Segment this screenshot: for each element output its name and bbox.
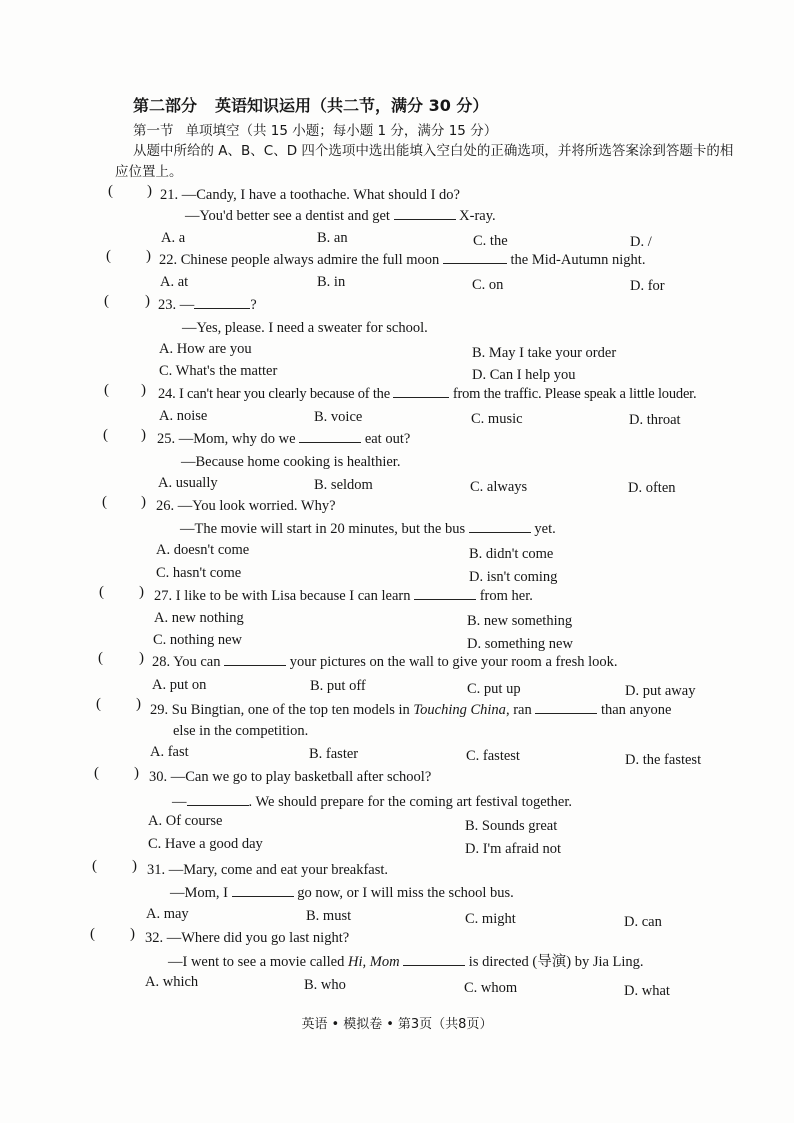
answer-paren-close: )	[139, 584, 144, 600]
question-text: I can't hear you clearly because of the	[178, 386, 390, 402]
option-b[interactable]: B. in	[317, 274, 346, 290]
question-text: —Yes, please. I need a sweater for school.	[182, 320, 428, 336]
option-d[interactable]: D. isn't coming	[469, 569, 558, 585]
question-number: 29.	[150, 702, 169, 718]
question-text: eat out?	[364, 431, 411, 447]
dash: —	[172, 794, 187, 810]
option-a[interactable]: A. at	[160, 274, 189, 290]
option-b[interactable]: B. new something	[467, 613, 573, 629]
option-b[interactable]: B. must	[306, 908, 352, 924]
option-c[interactable]: C. always	[470, 479, 528, 495]
answer-blank	[224, 653, 286, 666]
option-d[interactable]: D. the fastest	[625, 752, 702, 768]
answer-paren-open[interactable]: (	[92, 858, 97, 874]
question-text: is directed (导演) by Jia Ling.	[468, 954, 644, 970]
question-text: —Mary, come and eat your breakfast.	[168, 862, 389, 878]
movie-title: Hi, Mom	[347, 954, 400, 970]
answer-blank	[299, 430, 361, 443]
question-number: 31.	[147, 862, 166, 878]
option-b[interactable]: B. Sounds great	[465, 818, 558, 834]
question-text: —Where did you go last night?	[166, 930, 350, 946]
option-b[interactable]: B. put off	[310, 678, 366, 694]
answer-blank	[414, 587, 476, 600]
question-text: You can	[173, 654, 221, 670]
footer-page: 第3页（共8页）	[397, 1017, 493, 1032]
answer-paren-close: )	[141, 382, 146, 398]
option-d[interactable]: D. put away	[625, 683, 696, 699]
answer-blank	[469, 520, 531, 533]
question-text: from the traffic. Please speak a little louder.	[452, 386, 697, 402]
question-mark: ?	[250, 297, 257, 313]
answer-paren-close: )	[147, 183, 152, 199]
answer-paren-open[interactable]: (	[108, 183, 113, 199]
question-text: the Mid-Autumn night.	[510, 252, 646, 268]
question-text: . We should prepare for the coming art festival together.	[248, 794, 573, 810]
option-d[interactable]: D. /	[630, 234, 652, 250]
option-c[interactable]: C. music	[471, 411, 523, 427]
question-text: your pictures on the wall to give your room a fresh look.	[289, 654, 618, 670]
question-text: —Because home cooking is healthier.	[181, 454, 401, 470]
answer-blank	[393, 385, 449, 398]
question-number: 25.	[157, 431, 176, 447]
answer-paren-close: )	[146, 248, 151, 264]
option-a[interactable]: A. usually	[158, 475, 218, 491]
section-heading	[133, 119, 497, 139]
part-heading	[133, 93, 488, 116]
option-b[interactable]: B. didn't come	[469, 546, 554, 562]
answer-paren-open[interactable]: (	[99, 584, 104, 600]
book-title: Touching China	[413, 702, 506, 718]
option-a[interactable]: A. new nothing	[154, 610, 244, 626]
footer-subject: 英语	[301, 1017, 328, 1032]
option-a[interactable]: A. fast	[150, 744, 189, 760]
answer-paren-close: )	[145, 293, 150, 309]
option-a[interactable]: A. doesn't come	[156, 542, 250, 558]
question-number: 21.	[160, 187, 179, 203]
option-d[interactable]: D. Can I help you	[472, 367, 576, 383]
answer-paren-close: )	[141, 427, 146, 443]
question-text: —I went to see a movie called	[168, 954, 345, 970]
answer-paren-close: )	[134, 765, 139, 781]
answer-paren-close: )	[139, 650, 144, 666]
option-d[interactable]: D. I'm afraid not	[465, 841, 562, 857]
option-b[interactable]: B. faster	[309, 746, 359, 762]
option-b[interactable]: B. who	[304, 977, 346, 993]
question-text: —You look worried. Why?	[177, 498, 336, 514]
option-c[interactable]: C. the	[473, 233, 508, 249]
option-b[interactable]: B. an	[317, 230, 348, 246]
part-label: 第二部分	[133, 96, 198, 115]
question-number: 32.	[145, 930, 164, 946]
question-number: 30.	[149, 769, 168, 785]
option-d[interactable]: D. for	[630, 278, 665, 294]
answer-blank	[232, 884, 294, 897]
answer-blank	[194, 296, 250, 309]
option-c[interactable]: C. nothing new	[153, 632, 243, 648]
question-text: yet.	[534, 521, 556, 537]
option-c[interactable]: C. hasn't come	[156, 565, 242, 581]
answer-paren-close: )	[136, 696, 141, 712]
question-text: Chinese people always admire the full moon	[180, 252, 440, 268]
option-c[interactable]: C. What's the matter	[159, 363, 278, 379]
option-a[interactable]: A. may	[146, 906, 189, 922]
question-text: I like to be with Lisa because I can learn	[175, 588, 411, 604]
answer-paren-open[interactable]: (	[104, 382, 109, 398]
answer-paren-open[interactable]: (	[90, 926, 95, 942]
option-d[interactable]: D. can	[624, 914, 662, 930]
answer-blank	[403, 953, 465, 966]
page-footer	[0, 1013, 794, 1032]
answer-paren-close: )	[141, 494, 146, 510]
answer-paren-open[interactable]: (	[103, 427, 108, 443]
section-label: 第一节	[133, 123, 174, 139]
footer-dot: •	[386, 1017, 394, 1032]
answer-blank	[443, 251, 507, 264]
answer-blank	[394, 207, 456, 220]
answer-paren-open[interactable]: (	[94, 765, 99, 781]
question-text: than anyone	[600, 702, 672, 718]
option-c[interactable]: C. put up	[467, 681, 521, 697]
question-text: —Can we go to play basketball after school?	[170, 769, 432, 785]
answer-blank	[187, 793, 249, 806]
question-text: go now, or I will miss the school bus.	[297, 885, 514, 901]
option-a[interactable]: A. a	[161, 230, 186, 246]
question-text: X-ray.	[459, 208, 496, 224]
option-d[interactable]: D. what	[624, 983, 670, 999]
option-c[interactable]: C. on	[472, 277, 504, 293]
question-text: else in the competition.	[173, 723, 309, 739]
answer-paren-open[interactable]: (	[96, 696, 101, 712]
question-text: —The movie will start in 20 minutes, but the bus	[180, 521, 466, 537]
question-text: from her.	[479, 588, 533, 604]
instruction-text: 从题中所给的 A、B、C、D 四个选项中选出能填入空白处的正确选项，并将所选答案涂到答题卡的相应位置上。	[115, 143, 734, 180]
question-text: , ran	[505, 702, 532, 718]
question-number: 24.	[158, 386, 176, 402]
footer-dot: •	[331, 1017, 340, 1032]
section-title: 单项填空（共 15 小题；每小题 1 分，满分 15 分）	[185, 123, 498, 139]
question-number: 27.	[154, 588, 173, 604]
answer-paren-close: )	[132, 858, 137, 874]
option-c[interactable]: C. might	[465, 911, 516, 927]
answer-paren-close: )	[130, 926, 135, 942]
option-a[interactable]: A. Of course	[148, 813, 223, 829]
option-a[interactable]: A. which	[145, 974, 199, 990]
question-text: —Mom, I	[170, 885, 228, 901]
question-text: —Mom, why do we	[178, 431, 296, 447]
answer-paren-open[interactable]: (	[104, 293, 109, 309]
option-b[interactable]: B. May I take your order	[472, 345, 617, 361]
footer-type: 模拟卷	[343, 1017, 383, 1032]
option-b[interactable]: B. voice	[314, 409, 363, 425]
option-b[interactable]: B. seldom	[314, 477, 373, 493]
option-d[interactable]: D. throat	[629, 412, 681, 428]
option-d[interactable]: D. often	[628, 480, 676, 496]
part-title: 英语知识运用（共二节，满分 30 分）	[215, 96, 489, 115]
answer-blank	[535, 701, 597, 714]
option-a[interactable]: A. put on	[152, 677, 207, 693]
answer-paren-open[interactable]: (	[106, 248, 111, 264]
option-d[interactable]: D. something new	[467, 636, 573, 652]
answer-paren-open[interactable]: (	[98, 650, 103, 666]
question-number: 28.	[152, 654, 171, 670]
question-number: 26.	[156, 498, 175, 514]
question-text: Su Bingtian, one of the top ten models in	[171, 702, 410, 718]
question-text: —Candy, I have a toothache. What should I do?	[181, 187, 460, 203]
answer-paren-open[interactable]: (	[102, 494, 107, 510]
option-a[interactable]: A. How are you	[159, 341, 252, 357]
question-number: 22.	[159, 252, 178, 268]
option-c[interactable]: C. whom	[464, 980, 518, 996]
option-c[interactable]: C. fastest	[466, 748, 520, 764]
question-text: —You'd better see a dentist and get	[185, 208, 390, 224]
question-number: 23.	[158, 297, 177, 313]
option-a[interactable]: A. noise	[159, 408, 208, 424]
dash: —	[179, 297, 195, 313]
option-c[interactable]: C. Have a good day	[148, 836, 263, 852]
